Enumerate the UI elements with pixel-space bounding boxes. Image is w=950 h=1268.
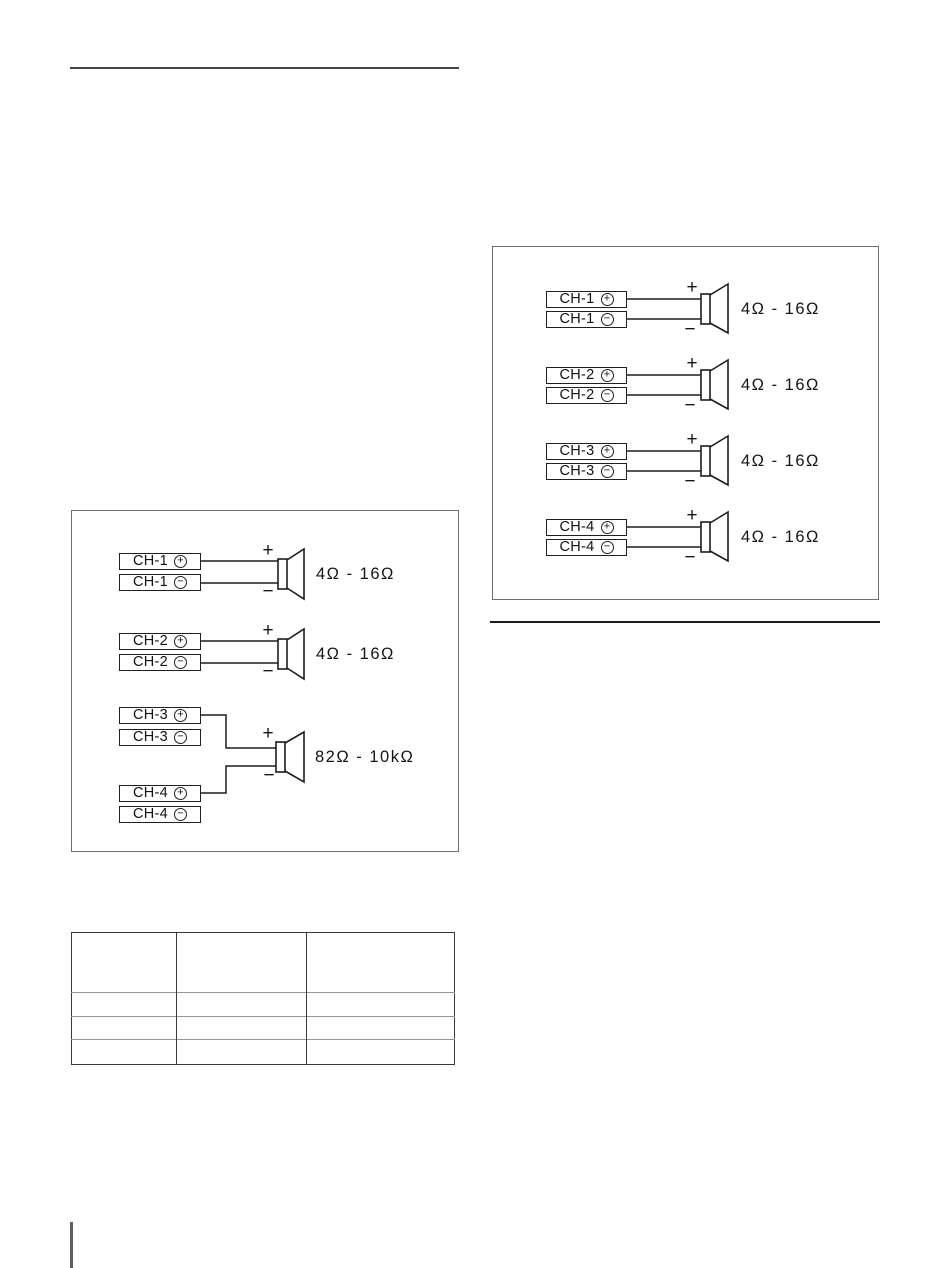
footer-margin-tick <box>70 1222 73 1268</box>
circled-minus-icon <box>601 541 614 554</box>
minus-glyph: − <box>603 312 611 325</box>
speaker-plus-sign: + <box>686 429 698 450</box>
four-channel-speaker-wiring-diagram <box>492 246 879 600</box>
table-cell <box>72 1017 177 1040</box>
table-cell <box>307 933 455 993</box>
terminal-channel-label: CH-2 <box>559 367 595 384</box>
terminal-channel-label: CH-4 <box>132 806 169 823</box>
minus-glyph: − <box>603 388 611 401</box>
speaker-icon <box>701 436 728 485</box>
speaker-minus-sign: − <box>684 471 696 492</box>
speaker-minus-sign: − <box>262 661 274 682</box>
minus-glyph: − <box>603 464 611 477</box>
table-cell <box>307 1040 455 1065</box>
table-cell <box>307 1017 455 1040</box>
speaker-minus-sign: − <box>262 581 274 602</box>
circled-plus-icon <box>601 521 614 534</box>
section-divider-rule-top <box>70 67 459 69</box>
terminal-box-ch1-plus <box>119 553 201 570</box>
table-row <box>72 933 455 993</box>
speaker-minus-sign: − <box>684 547 696 568</box>
table-cell <box>177 993 307 1017</box>
terminal-box-ch4-plus <box>119 785 201 802</box>
minus-glyph: − <box>177 730 184 743</box>
circled-minus-icon <box>174 656 187 669</box>
plus-glyph: + <box>177 786 184 799</box>
impedance-label: 4Ω - 16Ω <box>741 376 820 394</box>
table-cell <box>177 933 307 993</box>
table-cell <box>72 993 177 1017</box>
plus-glyph: + <box>603 444 611 457</box>
terminal-channel-label: CH-2 <box>559 387 595 404</box>
terminal-box-ch1-plus <box>546 291 627 308</box>
impedance-label: 4Ω - 16Ω <box>741 528 820 546</box>
circled-plus-icon <box>174 555 187 568</box>
terminal-box-ch4-plus <box>546 519 627 536</box>
circled-minus-icon <box>601 465 614 478</box>
impedance-label: 82Ω - 10kΩ <box>315 748 415 766</box>
terminal-box-ch4-minus <box>119 806 201 823</box>
impedance-label: 4Ω - 16Ω <box>316 645 395 663</box>
speaker-icon <box>276 732 304 782</box>
terminal-box-ch2-minus <box>546 387 627 404</box>
circled-plus-icon <box>601 293 614 306</box>
circled-minus-icon <box>601 389 614 402</box>
speaker-icon <box>701 284 728 333</box>
circled-plus-icon <box>601 445 614 458</box>
speaker-minus-sign: − <box>263 765 275 786</box>
terminal-channel-label: CH-4 <box>559 539 595 556</box>
speaker-plus-sign: + <box>262 620 274 641</box>
table-cell <box>72 933 177 993</box>
circled-plus-icon <box>174 635 187 648</box>
impedance-label: 4Ω - 16Ω <box>741 300 820 318</box>
terminal-box-ch2-minus <box>119 654 201 671</box>
bridged-speaker-wiring-diagram <box>71 510 459 852</box>
terminal-channel-label: CH-2 <box>132 654 169 671</box>
terminal-box-ch1-minus <box>546 311 627 328</box>
terminal-channel-label: CH-1 <box>559 291 595 308</box>
plus-glyph: + <box>177 708 184 721</box>
plus-glyph: + <box>603 292 611 305</box>
speaker-plus-sign: + <box>262 540 274 561</box>
terminal-channel-label: CH-3 <box>559 443 595 460</box>
terminal-channel-label: CH-4 <box>132 785 169 802</box>
speaker-icon <box>701 512 728 561</box>
section-divider-rule-right <box>490 621 880 623</box>
terminal-box-ch3-minus <box>119 729 201 746</box>
plus-glyph: + <box>177 634 184 647</box>
terminal-box-ch3-plus <box>546 443 627 460</box>
table-cell <box>177 1017 307 1040</box>
minus-glyph: − <box>603 540 611 553</box>
speaker-plus-sign: + <box>686 277 698 298</box>
impedance-label: 4Ω - 16Ω <box>316 565 395 583</box>
minus-glyph: − <box>177 575 184 588</box>
speaker-plus-sign: + <box>686 505 698 526</box>
plus-glyph: + <box>177 554 184 567</box>
plus-glyph: + <box>603 520 611 533</box>
table-cell <box>177 1040 307 1065</box>
table-cell <box>72 1040 177 1065</box>
terminal-channel-label: CH-2 <box>132 633 169 650</box>
circled-plus-icon <box>174 787 187 800</box>
speaker-minus-sign: − <box>684 395 696 416</box>
speaker-icon <box>278 629 304 679</box>
speaker-minus-sign: − <box>684 319 696 340</box>
terminal-channel-label: CH-3 <box>559 463 595 480</box>
minus-glyph: − <box>177 807 184 820</box>
circled-plus-icon <box>601 369 614 382</box>
impedance-label: 4Ω - 16Ω <box>741 452 820 470</box>
terminal-box-ch1-minus <box>119 574 201 591</box>
terminal-channel-label: CH-1 <box>132 574 169 591</box>
circled-minus-icon <box>174 576 187 589</box>
circled-minus-icon <box>174 808 187 821</box>
plus-glyph: + <box>603 368 611 381</box>
terminal-channel-label: CH-3 <box>132 707 169 724</box>
terminal-box-ch4-minus <box>546 539 627 556</box>
speaker-icon <box>278 549 304 599</box>
table-row <box>72 1017 455 1040</box>
circled-minus-icon <box>601 313 614 326</box>
terminal-box-ch2-plus <box>119 633 201 650</box>
terminal-channel-label: CH-4 <box>559 519 595 536</box>
terminal-channel-label: CH-1 <box>132 553 169 570</box>
table-row <box>72 1040 455 1065</box>
terminal-channel-label: CH-3 <box>132 729 169 746</box>
table-cell <box>307 993 455 1017</box>
terminal-box-ch3-plus <box>119 707 201 724</box>
circled-plus-icon <box>174 709 187 722</box>
terminal-box-ch2-plus <box>546 367 627 384</box>
terminal-box-ch3-minus <box>546 463 627 480</box>
speaker-icon <box>701 360 728 409</box>
circled-minus-icon <box>174 731 187 744</box>
speaker-plus-sign: + <box>686 353 698 374</box>
spec-table <box>71 932 455 1065</box>
speaker-plus-sign: + <box>262 723 274 744</box>
table-row <box>72 993 455 1017</box>
minus-glyph: − <box>177 655 184 668</box>
terminal-channel-label: CH-1 <box>559 311 595 328</box>
